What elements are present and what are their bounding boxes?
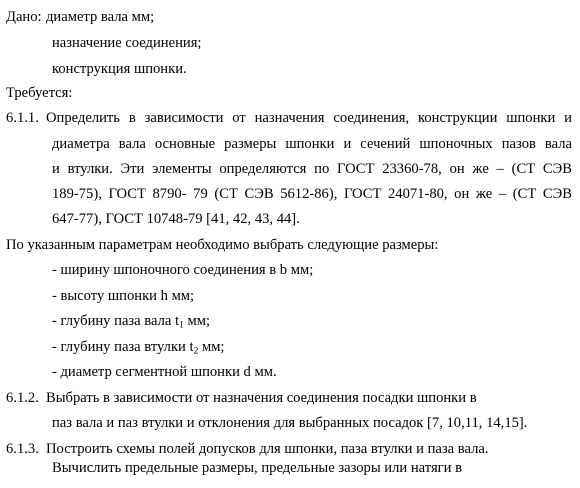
section-6-1-3-line-2: Вычислить предельные размеры, предельные зазоры или натяги в: [52, 460, 462, 476]
param-item-shaft-depth: [52, 314, 210, 329]
given-item-design: конструкция шпонки.: [52, 61, 187, 77]
section-6-1-1-number: 6.1.1.: [6, 110, 39, 126]
param-item-shaft-depth-sub: 1: [179, 320, 184, 331]
section-6-1-1-line-2: диаметра вала основные размеры шпонки и сечений шпоночных пазов вала: [52, 136, 572, 152]
given-item-diameter: диаметр вала мм;: [46, 9, 155, 25]
param-item-hub-depth-sub: 2: [193, 346, 199, 357]
param-item-shaft-depth-unit: мм;: [183, 313, 211, 329]
section-6-1-1-line-4: 189-75), ГОСТ 8790- 79 (СТ СЭВ 5612-86), ГОСТ 24071-80, он же – (СТ СЭВ: [52, 186, 572, 202]
given-item-purpose: назначение соединения;: [52, 35, 202, 51]
section-6-1-2-line-2: паз вала и паз втулки и отклонения для выбранных посадок [7, 10,11, 14,15].: [52, 415, 528, 431]
given-label: Дано:: [6, 9, 42, 25]
params-intro: По указанным параметрам необходимо выбрать следующие размеры:: [6, 237, 439, 253]
section-6-1-2-number: 6.1.2.: [6, 390, 39, 406]
section-6-1-3-number: 6.1.3.: [6, 441, 39, 457]
section-6-1-3-line-1: Построить схемы полей допусков для шпонки, паза втулки и паза вала.: [46, 441, 489, 457]
param-item-hub-depth-unit: мм;: [198, 339, 225, 355]
section-6-1-1-line-1: Определить в зависимости от назначения соединения, конструкции шпонки и: [46, 110, 572, 126]
section-6-1-2-line-1: Выбрать в зависимости от назначения соединения посадки шпонки в: [46, 390, 477, 406]
param-item-hub-depth-text: - глубину паза втулки t: [52, 339, 194, 355]
param-item-height: - высоту шпонки h мм;: [52, 288, 195, 304]
section-6-1-1-line-5: 647-77), ГОСТ 10748-79 [41, 42, 43, 44].: [52, 211, 300, 227]
section-6-1-1-line-3: и втулки. Эти элементы определяются по ГОСТ 23360-78, он же – (СТ СЭВ: [52, 161, 572, 177]
param-item-hub-depth: [52, 340, 225, 355]
param-item-shaft-depth-text: - глубину паза вала t: [52, 313, 180, 329]
required-label: Требуется:: [6, 85, 73, 101]
param-item-width: - ширину шпоночного соединения в b мм;: [52, 262, 314, 278]
param-item-segment-diameter: - диаметр сегментной шпонки d мм.: [52, 364, 277, 380]
